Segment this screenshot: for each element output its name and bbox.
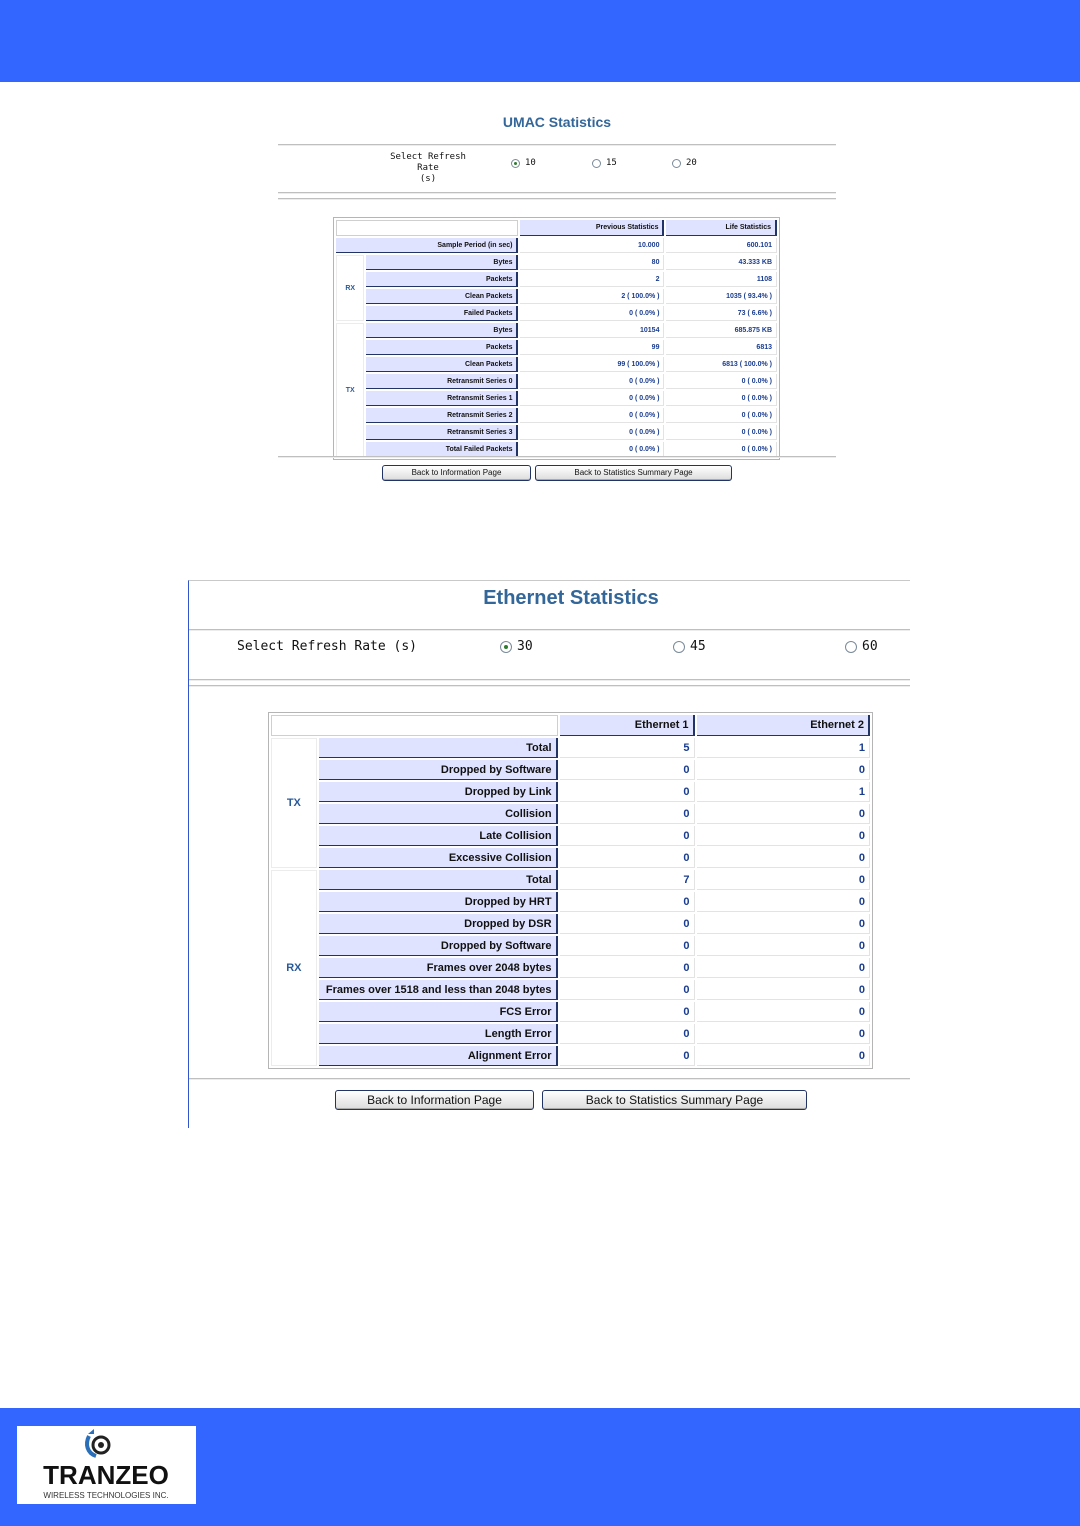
value-cell: 0 bbox=[697, 848, 870, 868]
table-row bbox=[271, 936, 870, 956]
umac-back-to-statistics-summary-button[interactable]: Back to Statistics Summary Page bbox=[535, 465, 732, 481]
table-row bbox=[271, 1002, 870, 1022]
svg-text:TRANZEO: TRANZEO bbox=[43, 1460, 169, 1490]
value-cell: 0 ( 0.0% ) bbox=[666, 442, 777, 457]
value-cell: 0 ( 0.0% ) bbox=[666, 391, 777, 406]
value-cell: 5 bbox=[560, 738, 695, 758]
ethernet-back-to-information-button[interactable]: Back to Information Page bbox=[335, 1090, 534, 1110]
table-header-row bbox=[336, 220, 777, 236]
row-label: Packets bbox=[366, 340, 518, 355]
table-row bbox=[336, 340, 777, 355]
value-cell: 0 bbox=[697, 892, 870, 912]
value-cell: 10154 bbox=[520, 323, 664, 338]
table-row bbox=[336, 357, 777, 372]
value-cell: 2 bbox=[520, 272, 664, 287]
ethernet-statistics-table bbox=[268, 712, 873, 1069]
umac-refresh-radio-15[interactable]: 15 bbox=[592, 158, 617, 168]
tranzeo-logo bbox=[17, 1426, 196, 1504]
row-label: Alignment Error bbox=[319, 1046, 558, 1066]
row-label: Frames over 2048 bytes bbox=[319, 958, 558, 978]
value-cell: 0 ( 0.0% ) bbox=[520, 425, 664, 440]
column-header-ethernet-1: Ethernet 1 bbox=[560, 715, 695, 736]
value-cell: 1 bbox=[697, 738, 870, 758]
row-label: Retransmit Series 0 bbox=[366, 374, 518, 389]
ethernet-back-to-statistics-summary-button[interactable]: Back to Statistics Summary Page bbox=[542, 1090, 807, 1110]
radio-selected-icon[interactable] bbox=[511, 159, 520, 168]
value-cell: 0 bbox=[697, 936, 870, 956]
value-cell: 2 ( 100.0% ) bbox=[520, 289, 664, 304]
svg-text:WIRELESS TECHNOLOGIES INC.: WIRELESS TECHNOLOGIES INC. bbox=[43, 1491, 169, 1500]
radio-selected-icon[interactable] bbox=[500, 641, 512, 653]
table-row bbox=[336, 238, 777, 253]
radio-icon[interactable] bbox=[673, 641, 685, 653]
row-label: Retransmit Series 1 bbox=[366, 391, 518, 406]
table-header-row bbox=[271, 715, 870, 736]
header-blank-cell bbox=[271, 715, 558, 736]
row-label: Dropped by DSR bbox=[319, 914, 558, 934]
table-row bbox=[271, 738, 870, 758]
table-row bbox=[336, 391, 777, 406]
value-cell: 0 bbox=[697, 1002, 870, 1022]
umac-refresh-radio-10[interactable]: 10 bbox=[511, 158, 536, 168]
row-label: FCS Error bbox=[319, 1002, 558, 1022]
row-label: Dropped by HRT bbox=[319, 892, 558, 912]
ethernet-rx-group-label: RX bbox=[271, 870, 317, 1066]
radio-icon[interactable] bbox=[672, 159, 681, 168]
value-cell: 0 bbox=[697, 958, 870, 978]
table-row bbox=[271, 870, 870, 890]
value-cell: 0 bbox=[560, 1024, 695, 1044]
table-row bbox=[336, 272, 777, 287]
divider bbox=[189, 679, 910, 681]
value-cell: 6813 ( 100.0% ) bbox=[666, 357, 777, 372]
row-label: Bytes bbox=[366, 323, 518, 338]
value-cell: 0 bbox=[560, 892, 695, 912]
row-label: Total bbox=[319, 870, 558, 890]
table-row bbox=[336, 442, 777, 457]
value-cell: 0 bbox=[560, 804, 695, 824]
row-label: Frames over 1518 and less than 2048 bytes bbox=[319, 980, 558, 1000]
value-cell: 1035 ( 93.4% ) bbox=[666, 289, 777, 304]
value-cell: 99 bbox=[520, 340, 664, 355]
table-row bbox=[271, 892, 870, 912]
umac-page-title: UMAC Statistics bbox=[502, 114, 612, 130]
umac-statistics-panel bbox=[278, 104, 836, 490]
table-row bbox=[336, 408, 777, 423]
value-cell: 6813 bbox=[666, 340, 777, 355]
value-cell: 99 ( 100.0% ) bbox=[520, 357, 664, 372]
ethernet-page-title: Ethernet Statistics bbox=[483, 587, 659, 609]
divider bbox=[189, 629, 910, 631]
value-cell: 0 bbox=[697, 870, 870, 890]
value-cell: 0 bbox=[697, 760, 870, 780]
table-row bbox=[271, 914, 870, 934]
divider bbox=[189, 685, 910, 687]
value-cell: 0 bbox=[697, 1024, 870, 1044]
divider bbox=[278, 192, 836, 194]
table-row bbox=[271, 1024, 870, 1044]
row-label: Dropped by Software bbox=[319, 936, 558, 956]
row-label: Retransmit Series 3 bbox=[366, 425, 518, 440]
value-cell: 1 bbox=[697, 782, 870, 802]
value-cell: 0 bbox=[560, 760, 695, 780]
table-row bbox=[336, 425, 777, 440]
value-cell: 0 bbox=[560, 958, 695, 978]
value-cell: 0 ( 0.0% ) bbox=[520, 391, 664, 406]
table-row bbox=[271, 958, 870, 978]
value-cell: 600.101 bbox=[666, 238, 777, 253]
row-label: Packets bbox=[366, 272, 518, 287]
ethernet-refresh-label: Select Refresh Rate (s) bbox=[237, 639, 418, 654]
row-label: Bytes bbox=[366, 255, 518, 270]
row-label: Late Collision bbox=[319, 826, 558, 846]
divider bbox=[278, 198, 836, 200]
umac-refresh-radio-20[interactable]: 20 bbox=[672, 158, 697, 168]
radio-icon[interactable] bbox=[592, 159, 601, 168]
table-row bbox=[271, 782, 870, 802]
umac-back-to-information-button[interactable]: Back to Information Page bbox=[382, 465, 531, 481]
row-label: Dropped by Software bbox=[319, 760, 558, 780]
value-cell: 0 ( 0.0% ) bbox=[520, 306, 664, 321]
row-label: Retransmit Series 2 bbox=[366, 408, 518, 423]
value-cell: 0 bbox=[560, 848, 695, 868]
value-cell: 0 bbox=[697, 1046, 870, 1066]
umac-statistics-table bbox=[333, 217, 780, 460]
table-row bbox=[336, 306, 777, 321]
row-label: Clean Packets bbox=[366, 357, 518, 372]
ethernet-tx-group-label: TX bbox=[271, 738, 317, 868]
value-cell: 0 bbox=[560, 980, 695, 1000]
row-label: Excessive Collision bbox=[319, 848, 558, 868]
row-label: Dropped by Link bbox=[319, 782, 558, 802]
value-cell: 0 ( 0.0% ) bbox=[666, 374, 777, 389]
table-row bbox=[271, 804, 870, 824]
ethernet-statistics-panel bbox=[188, 580, 910, 1128]
table-row bbox=[271, 826, 870, 846]
row-label: Length Error bbox=[319, 1024, 558, 1044]
table-row bbox=[336, 255, 777, 270]
value-cell: 0 bbox=[697, 804, 870, 824]
value-cell: 0 bbox=[560, 782, 695, 802]
table-row bbox=[336, 374, 777, 389]
row-label: Total Failed Packets bbox=[366, 442, 518, 457]
value-cell: 0 ( 0.0% ) bbox=[666, 408, 777, 423]
header-blank-cell bbox=[336, 220, 518, 236]
value-cell: 0 ( 0.0% ) bbox=[520, 408, 664, 423]
value-cell: 7 bbox=[560, 870, 695, 890]
value-cell: 0 bbox=[697, 826, 870, 846]
row-label: Failed Packets bbox=[366, 306, 518, 321]
value-cell: 0 bbox=[560, 914, 695, 934]
table-row bbox=[336, 323, 777, 338]
row-label: Collision bbox=[319, 804, 558, 824]
umac-rx-group-label: RX bbox=[336, 255, 364, 321]
value-cell: 0 ( 0.0% ) bbox=[520, 374, 664, 389]
umac-tx-group-label: TX bbox=[336, 323, 364, 457]
value-cell: 0 ( 0.0% ) bbox=[666, 425, 777, 440]
ethernet-refresh-radio-45[interactable]: 45 bbox=[673, 639, 706, 654]
value-cell: 685.875 KB bbox=[666, 323, 777, 338]
value-cell: 0 bbox=[560, 826, 695, 846]
column-header-life: Life Statistics bbox=[666, 220, 777, 236]
table-row bbox=[271, 760, 870, 780]
table-row bbox=[271, 1046, 870, 1066]
divider bbox=[278, 456, 836, 458]
table-row bbox=[271, 848, 870, 868]
value-cell: 10.000 bbox=[520, 238, 664, 253]
row-label: Clean Packets bbox=[366, 289, 518, 304]
value-cell: 0 bbox=[560, 936, 695, 956]
row-label-sample-period: Sample Period (in sec) bbox=[336, 238, 518, 253]
value-cell: 73 ( 6.6% ) bbox=[666, 306, 777, 321]
umac-refresh-label: Select Refresh Rate (s) bbox=[390, 152, 466, 184]
value-cell: 1108 bbox=[666, 272, 777, 287]
value-cell: 80 bbox=[520, 255, 664, 270]
divider bbox=[189, 1078, 910, 1080]
divider bbox=[278, 144, 836, 146]
value-cell: 0 bbox=[560, 1046, 695, 1066]
row-label: Total bbox=[319, 738, 558, 758]
column-header-previous: Previous Statistics bbox=[520, 220, 664, 236]
value-cell: 0 bbox=[560, 1002, 695, 1022]
ethernet-refresh-radio-30[interactable]: 30 bbox=[500, 639, 533, 654]
table-row bbox=[336, 289, 777, 304]
value-cell: 0 bbox=[697, 914, 870, 934]
tranzeo-logo-graphic bbox=[17, 1426, 196, 1504]
table-row bbox=[271, 980, 870, 1000]
radio-icon[interactable] bbox=[845, 641, 857, 653]
value-cell: 0 ( 0.0% ) bbox=[520, 442, 664, 457]
ethernet-refresh-radio-60[interactable]: 60 bbox=[845, 639, 878, 654]
header-bar bbox=[0, 0, 1080, 82]
value-cell: 43.333 KB bbox=[666, 255, 777, 270]
column-header-ethernet-2: Ethernet 2 bbox=[697, 715, 870, 736]
value-cell: 0 bbox=[697, 980, 870, 1000]
